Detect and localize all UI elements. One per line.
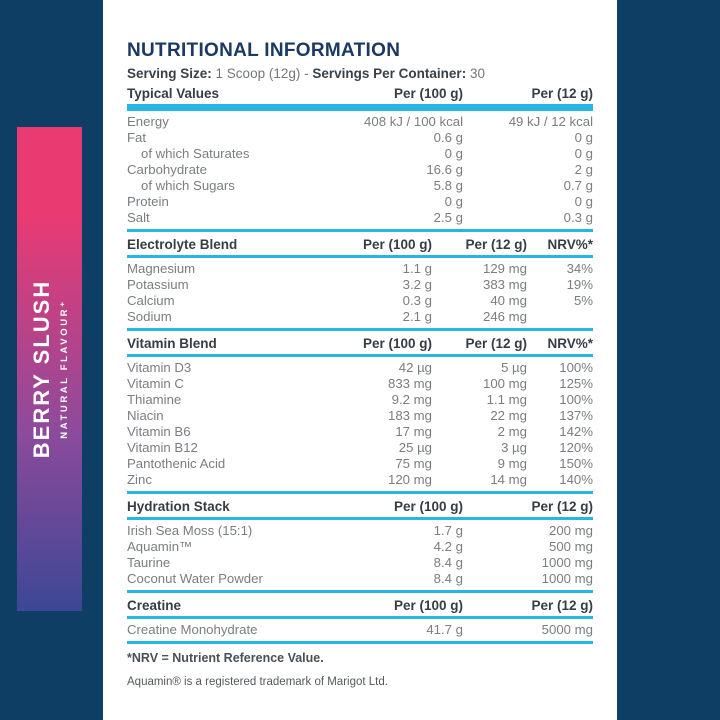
nutrition-section <box>127 494 593 593</box>
section-header <box>127 82 593 104</box>
section-title: Creatine <box>127 598 182 613</box>
row-label: Irish Sea Moss (15:1) <box>127 523 253 538</box>
row-label: Energy <box>127 114 169 129</box>
row-value: 9 mg <box>497 456 527 471</box>
column-header: Per (100 g) <box>362 336 432 351</box>
section-header <box>127 331 593 354</box>
table-row <box>127 360 593 376</box>
row-value: 0 g <box>574 146 593 161</box>
row-label: Sodium <box>127 309 172 324</box>
row-value: 42 µg <box>398 360 432 375</box>
row-value: 9.2 mg <box>391 392 432 407</box>
column-header: NRV%* <box>547 336 593 351</box>
row-value: 75 mg <box>395 456 432 471</box>
row-value: 5% <box>573 293 593 308</box>
row-value: 100 mg <box>483 376 527 391</box>
row-value: 500 mg <box>549 539 593 554</box>
row-label: Niacin <box>127 408 164 423</box>
section-rows <box>127 258 593 328</box>
table-row <box>127 162 593 178</box>
label-panel <box>103 0 617 720</box>
row-label: Vitamin C <box>127 376 184 391</box>
row-label: of which Saturates <box>141 146 250 161</box>
row-label: Thiamine <box>127 392 182 407</box>
page-title: NUTRITIONAL INFORMATION <box>127 40 401 61</box>
label-content <box>103 0 617 689</box>
row-label: Coconut Water Powder <box>127 571 263 586</box>
table-row <box>127 277 593 293</box>
row-value: 34% <box>566 261 593 276</box>
section-header <box>127 232 593 255</box>
column-header: Per (100 g) <box>362 237 432 252</box>
row-value: 142% <box>559 424 593 439</box>
row-value: 0 g <box>574 194 593 209</box>
row-value: 16.6 g <box>426 162 463 177</box>
row-value: 100% <box>559 360 593 375</box>
nutrition-section <box>127 82 593 232</box>
table-row <box>127 523 593 539</box>
row-value: 2.1 g <box>402 309 432 324</box>
table-row <box>127 392 593 408</box>
row-value: 22 mg <box>490 408 527 423</box>
row-value: 5 µg <box>501 360 527 375</box>
column-header: Per (12 g) <box>531 598 593 613</box>
table-row <box>127 309 593 325</box>
row-value: 2 g <box>574 162 593 177</box>
flavour-banner <box>17 127 82 611</box>
row-value: 246 mg <box>483 309 527 324</box>
row-value: 1000 mg <box>541 555 593 570</box>
row-value: 383 mg <box>483 277 527 292</box>
row-value: 0 g <box>444 194 463 209</box>
row-value: 40 mg <box>490 293 527 308</box>
row-value: 140% <box>559 472 593 487</box>
row-label: Taurine <box>127 555 171 570</box>
row-value: 1.1 g <box>402 261 432 276</box>
row-value: 8.4 g <box>433 571 463 586</box>
row-value: 0 g <box>574 130 593 145</box>
section-header <box>127 593 593 616</box>
table-row <box>127 472 593 488</box>
row-label: Vitamin B6 <box>127 424 191 439</box>
flavour-name: NATURAL FLAVOUR⁺ <box>58 299 70 439</box>
table-row <box>127 622 593 638</box>
table-row <box>127 424 593 440</box>
table-row <box>127 261 593 277</box>
section-title: Vitamin Blend <box>127 336 217 351</box>
row-value: 1.1 mg <box>486 392 527 407</box>
row-label: Salt <box>127 210 150 225</box>
row-value: 2.5 g <box>433 210 463 225</box>
column-header: Per (12 g) <box>465 237 527 252</box>
row-value: 8.4 g <box>433 555 463 570</box>
table-row <box>127 114 593 130</box>
row-value: 14 mg <box>490 472 527 487</box>
section-title: Hydration Stack <box>127 499 230 514</box>
row-value: 0 g <box>444 146 463 161</box>
nutrition-tables <box>127 82 593 644</box>
row-value: 125% <box>559 376 593 391</box>
row-value: 1000 mg <box>541 571 593 586</box>
section-rows <box>127 619 593 641</box>
section-bottom-divider <box>127 641 593 644</box>
row-value: 19% <box>566 277 593 292</box>
servings-per-container-value: 30 <box>469 66 485 81</box>
table-row <box>127 210 593 226</box>
flavour-banner-text <box>30 280 70 458</box>
row-value: 3.2 g <box>402 277 432 292</box>
table-row <box>127 376 593 392</box>
serving-separator: - <box>304 66 309 81</box>
table-row <box>127 555 593 571</box>
row-value: 183 mg <box>388 408 432 423</box>
row-value: 4.2 g <box>433 539 463 554</box>
row-label: Fat <box>127 130 147 145</box>
row-value: 120 mg <box>388 472 432 487</box>
row-value: 41.7 g <box>426 622 463 637</box>
table-row <box>127 178 593 194</box>
row-label: Calcium <box>127 293 175 308</box>
row-value: 0.3 g <box>563 210 593 225</box>
column-header: NRV%* <box>547 237 593 252</box>
nutrition-section <box>127 232 593 331</box>
row-value: 129 mg <box>483 261 527 276</box>
table-row <box>127 130 593 146</box>
row-label: Protein <box>127 194 169 209</box>
column-header: Per (12 g) <box>531 86 593 101</box>
row-value: 0.6 g <box>433 130 463 145</box>
row-label: Pantothenic Acid <box>127 456 226 471</box>
row-label: Carbohydrate <box>127 162 207 177</box>
row-value: 120% <box>559 440 593 455</box>
column-header: Per (12 g) <box>465 336 527 351</box>
serving-line <box>127 65 593 82</box>
row-value: 0.7 g <box>563 178 593 193</box>
row-value: 408 kJ / 100 kcal <box>364 114 463 129</box>
table-row <box>127 293 593 309</box>
table-row <box>127 194 593 210</box>
row-label: Zinc <box>127 472 152 487</box>
row-label: Potassium <box>127 277 189 292</box>
row-label: Magnesium <box>127 261 196 276</box>
row-value: 2 mg <box>497 424 527 439</box>
column-header: Per (100 g) <box>393 86 463 101</box>
row-value: 100% <box>559 392 593 407</box>
row-value: 49 kJ / 12 kcal <box>508 114 593 129</box>
section-title: Electrolyte Blend <box>127 237 238 252</box>
product-name: BERRY SLUSH <box>28 279 54 459</box>
row-value: 5.8 g <box>433 178 463 193</box>
row-value: 5000 mg <box>541 622 593 637</box>
row-value: 200 mg <box>549 523 593 538</box>
serving-size-label: Serving Size: <box>127 66 212 81</box>
section-rows <box>127 520 593 590</box>
column-header: Per (12 g) <box>531 499 593 514</box>
row-value: 3 µg <box>501 440 527 455</box>
row-label: Vitamin D3 <box>127 360 192 375</box>
row-label: Aquamin™ <box>127 539 193 554</box>
section-rows <box>127 357 593 491</box>
row-value: 0.3 g <box>402 293 432 308</box>
row-value: 25 µg <box>398 440 432 455</box>
row-value: 137% <box>559 408 593 423</box>
section-header-divider <box>127 104 593 111</box>
nutrition-section <box>127 593 593 644</box>
servings-per-container-label: Servings Per Container: <box>312 66 467 81</box>
footnote-aquamin: Aquamin® is a registered trademark of Marigot Ltd. <box>127 676 388 688</box>
footnotes <box>127 651 593 689</box>
row-value: 833 mg <box>388 376 432 391</box>
serving-size-value: 1 Scoop (12g) <box>215 66 301 81</box>
table-row <box>127 408 593 424</box>
nutrition-section <box>127 331 593 494</box>
column-header: Per (100 g) <box>393 598 463 613</box>
row-value: 1.7 g <box>433 523 463 538</box>
column-header: Per (100 g) <box>393 499 463 514</box>
section-rows <box>127 111 593 229</box>
section-header <box>127 494 593 517</box>
table-row <box>127 571 593 587</box>
table-row <box>127 456 593 472</box>
table-row <box>127 146 593 162</box>
row-label: Creatine Monohydrate <box>127 622 258 637</box>
section-title: Typical Values <box>127 86 220 101</box>
footnote-nrv: *NRV = Nutrient Reference Value. <box>127 651 324 665</box>
row-value: 17 mg <box>395 424 432 439</box>
table-row <box>127 539 593 555</box>
row-label: of which Sugars <box>141 178 235 193</box>
row-label: Vitamin B12 <box>127 440 198 455</box>
row-value: 150% <box>559 456 593 471</box>
table-row <box>127 440 593 456</box>
